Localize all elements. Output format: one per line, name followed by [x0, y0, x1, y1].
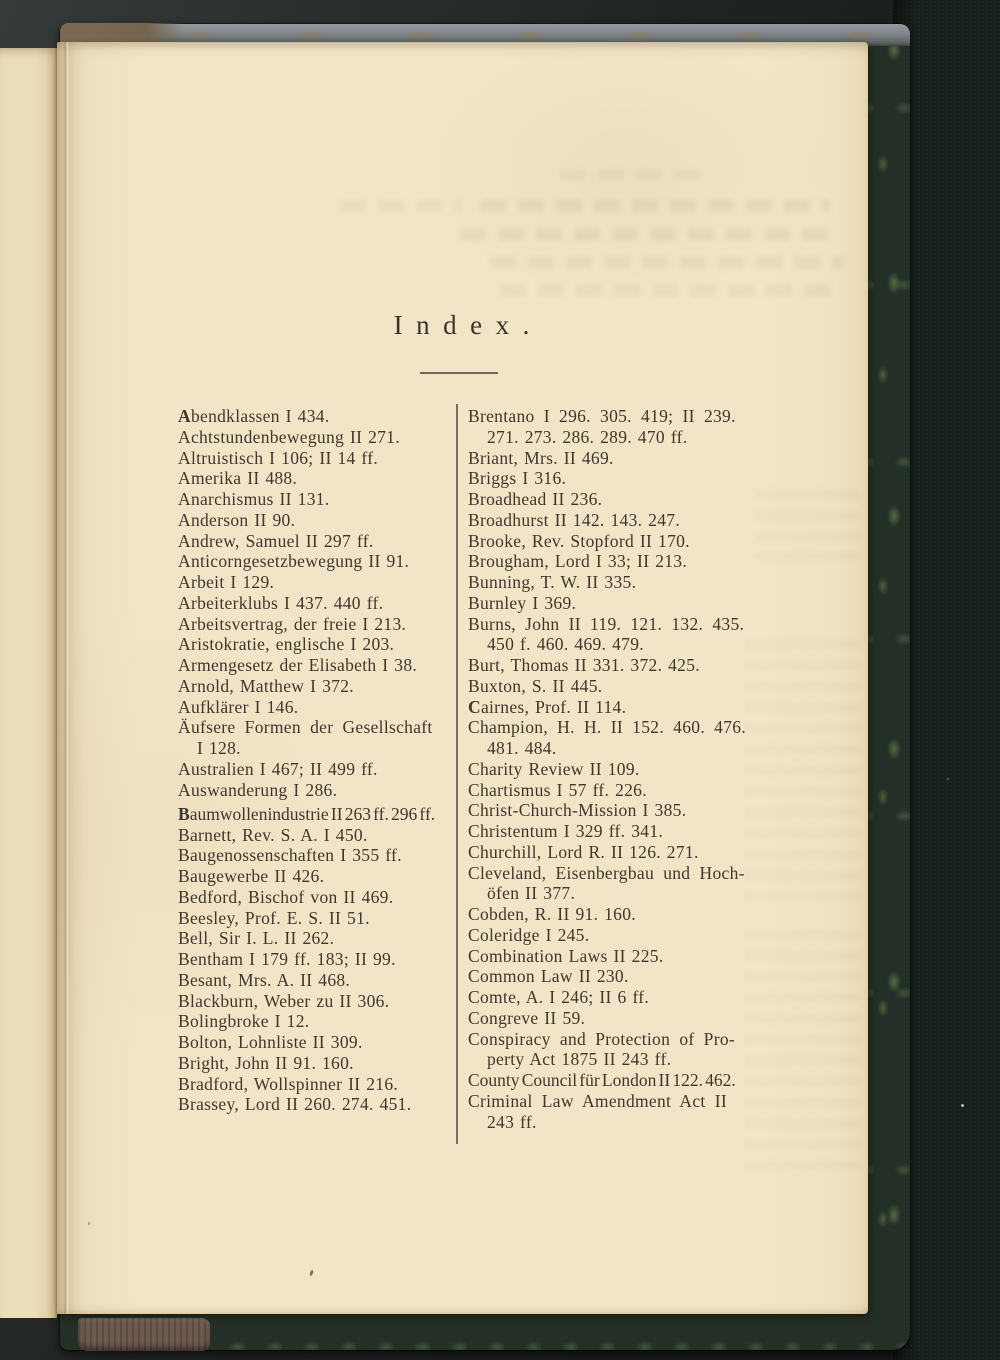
- index-entry-line: Coleridge I 245.: [468, 924, 590, 945]
- index-entry-line: Blackburn, Weber zu II 306.: [178, 990, 390, 1011]
- gutter-shadow: [57, 42, 87, 1314]
- index-entry-line: Criminal Law Amendment Act II: [468, 1090, 728, 1111]
- index-entry-line: Congreve II 59.: [468, 1007, 586, 1028]
- index-entry-line: Buxton, S. II 445.: [468, 675, 603, 696]
- index-entry-line: Broadhead II 236.: [468, 489, 603, 509]
- section-initial: A: [178, 406, 191, 426]
- index-entry-line: perty Act 1875 II 243 ff.: [487, 1049, 672, 1070]
- index-entry-line: Baumwollenindustrie II 263 ff. 296 ff.: [178, 803, 436, 824]
- index-entry-line: Andrew, Samuel II 297 ff.: [178, 530, 374, 551]
- index-entry-line: 481. 484.: [487, 738, 557, 758]
- index-entry-line: Combination Laws II 225.: [468, 945, 664, 966]
- page-showthrough: [755, 490, 860, 560]
- index-entry-line: 271. 273. 286. 289. 470 ff.: [487, 426, 688, 447]
- index-entry-line: Common Law II 230.: [468, 966, 629, 987]
- index-entry-line: Churchill, Lord R. II 126. 271.: [468, 841, 699, 862]
- section-initial: B: [178, 803, 190, 824]
- page-showthrough: [480, 199, 830, 212]
- ink-fleck: [88, 1222, 90, 1225]
- index-entry-line: Bedford, Bischof von II 469.: [178, 886, 394, 907]
- dust-speck: [961, 1104, 964, 1107]
- index-entry-line: Baugewerbe II 426.: [178, 866, 325, 886]
- index-entry-line: Brassey, Lord II 260. 274. 451.: [178, 1094, 412, 1115]
- index-entry-line: Burnley I 369.: [468, 592, 577, 613]
- index-entry-line: Äufsere Formen der Gesellschaft: [178, 717, 433, 738]
- index-entry-line: Christentum I 329 ff. 341.: [468, 821, 664, 841]
- page-fold-crease: [63, 42, 69, 1314]
- index-entry-line: Bentham I 179 ff. 183; II 99.: [178, 949, 396, 969]
- index-entry-line: Charity Review II 109.: [468, 758, 640, 779]
- index-entry-line: Briggs I 316.: [468, 468, 567, 489]
- index-entry-line: Achtstundenbewegung II 271.: [178, 426, 400, 447]
- book-page: [57, 42, 868, 1314]
- index-entry-line: Beesley, Prof. E. S. II 51.: [178, 907, 370, 928]
- index-entry-line: Broadhurst II 142. 143. 247.: [468, 509, 680, 530]
- index-entry-line: Arbeiterklubs I 437. 440 ff.: [178, 592, 384, 613]
- index-entry-line: 243 ff.: [487, 1111, 537, 1132]
- page-showthrough: [500, 284, 835, 297]
- ink-fleck: [309, 1270, 314, 1277]
- index-entry-line: Abendklassen I 434.: [178, 406, 330, 426]
- index-entry-line: Cairnes, Prof. II 114.: [468, 696, 627, 717]
- index-entry-line: Bright, John II 91. 160.: [178, 1052, 354, 1073]
- index-entry-line: Champion, H. H. II 152. 460. 476.: [468, 717, 746, 738]
- facing-page-edge: [0, 48, 57, 1318]
- index-entry-line: Burns, John II 119. 121. 132. 435.: [468, 613, 745, 634]
- index-entry-line: Aufklärer I 146.: [178, 696, 299, 717]
- page-showthrough: [560, 170, 710, 180]
- index-entry-line: County Council für London II 122. 462.: [468, 1070, 736, 1090]
- index-entry-line: Barnett, Rev. S. A. I 450.: [178, 824, 368, 845]
- index-entry-line: Bunning, T. W. II 335.: [468, 572, 637, 592]
- index-entry-line: Cobden, R. II 91. 160.: [468, 904, 636, 924]
- index-entry-line: Comte, A. I 246; II 6 ff.: [468, 987, 650, 1007]
- index-entry-line: Anarchismus II 131.: [178, 489, 330, 509]
- index-entry-line: Baugenossenschaften I 355 ff.: [178, 845, 402, 866]
- page-showthrough: [340, 200, 462, 212]
- index-entry-line: Briant, Mrs. II 469.: [468, 447, 614, 468]
- index-entry-line: Altruistisch I 106; II 14 ff.: [178, 447, 379, 468]
- column-divider: [456, 404, 458, 1144]
- index-entry-line: Amerika II 488.: [178, 468, 298, 489]
- index-entry-line: Christ-Church-Mission I 385.: [468, 800, 687, 821]
- index-column-right: [468, 406, 764, 1132]
- index-entry-line: Armengesetz der Elisabeth I 38.: [178, 655, 418, 675]
- section-initial: C: [468, 696, 481, 717]
- page-title: Index.: [393, 310, 543, 340]
- index-entry-line: 450 f. 460. 469. 479.: [487, 634, 644, 655]
- index-entry-line: Bell, Sir I. L. II 262.: [178, 928, 335, 949]
- index-entry-line: Bolingbroke I 12.: [178, 1011, 310, 1032]
- index-entry-line: Brooke, Rev. Stopford II 170.: [468, 530, 690, 551]
- index-entry-line: I 128.: [197, 738, 241, 758]
- index-entry-line: Auswanderung I 286.: [178, 779, 338, 800]
- page-showthrough: [490, 256, 845, 269]
- index-entry-line: Chartismus I 57 ff. 226.: [468, 779, 647, 800]
- index-entry-line: Australien I 467; II 499 ff.: [178, 758, 378, 779]
- index-entry-line: Bolton, Lohnliste II 309.: [178, 1032, 363, 1052]
- index-entry-line: Brentano I 296. 305. 419; II 239.: [468, 406, 736, 426]
- index-entry-line: öfen II 377.: [487, 883, 576, 904]
- title-rule: [420, 372, 498, 374]
- index-column-left: [178, 406, 458, 1115]
- index-entry-line: Anderson II 90.: [178, 509, 296, 530]
- index-entry-line: Bradford, Wollspinner II 216.: [178, 1073, 399, 1094]
- index-entry-line: Arnold, Matthew I 372.: [178, 675, 354, 696]
- index-entry-line: Besant, Mrs. A. II 468.: [178, 969, 351, 990]
- index-entry-line: Arbeit I 129.: [178, 572, 275, 592]
- index-entry-line: Aristokratie, englische I 203.: [178, 634, 395, 655]
- book-spine-corner: [78, 1318, 210, 1351]
- dust-speck: [947, 778, 949, 780]
- index-entry-line: Cleveland, Eisenbergbau und Hoch-: [468, 862, 745, 883]
- index-entry-line: Anticorngesetzbewegung II 91.: [178, 551, 410, 572]
- index-entry-line: Arbeitsvertrag, der freie I 213.: [178, 613, 407, 634]
- index-entry-line: Brougham, Lord I 33; II 213.: [468, 551, 688, 572]
- index-entry-line: Conspiracy and Protection of Pro-: [468, 1028, 736, 1049]
- index-entry-line: Burt, Thomas II 331. 372. 425.: [468, 655, 700, 675]
- page-showthrough: [460, 228, 840, 241]
